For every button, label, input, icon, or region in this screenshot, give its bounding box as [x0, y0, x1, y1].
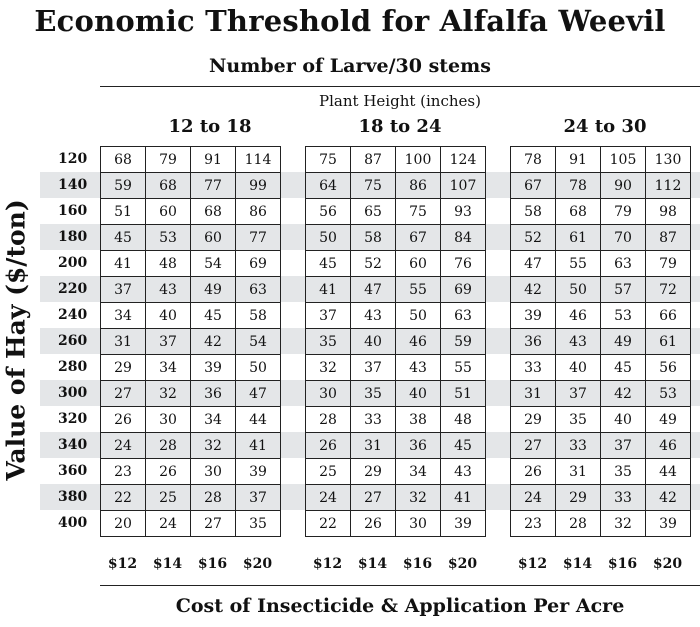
- threshold-cell: 33: [601, 485, 646, 511]
- threshold-cell: 27: [191, 511, 236, 537]
- threshold-cell: 41: [236, 433, 281, 459]
- threshold-cell: 39: [646, 511, 691, 537]
- cost-label: $12: [312, 556, 343, 572]
- threshold-cell: 37: [306, 303, 351, 329]
- threshold-cell: 42: [191, 329, 236, 355]
- threshold-cell: 53: [601, 303, 646, 329]
- threshold-cell: 44: [646, 459, 691, 485]
- threshold-cell: 63: [236, 277, 281, 303]
- threshold-cell: 49: [191, 277, 236, 303]
- threshold-cell: 60: [146, 199, 191, 225]
- table-row: [101, 277, 281, 303]
- threshold-cell: 47: [511, 251, 556, 277]
- threshold-cell: 34: [101, 303, 146, 329]
- table-row: [101, 251, 281, 277]
- threshold-cell: 26: [306, 433, 351, 459]
- threshold-cell: 37: [236, 485, 281, 511]
- threshold-table-18-24: [305, 146, 486, 537]
- table-row: [101, 199, 281, 225]
- row-label-340: 340: [58, 437, 88, 453]
- threshold-cell: 31: [511, 381, 556, 407]
- threshold-cell: 76: [441, 251, 486, 277]
- threshold-cell: 46: [556, 303, 601, 329]
- threshold-table-24-30: [510, 146, 691, 537]
- threshold-cell: 107: [441, 173, 486, 199]
- threshold-cell: 43: [556, 329, 601, 355]
- threshold-cell: 72: [646, 277, 691, 303]
- group-label-18-24: 18 to 24: [358, 116, 442, 137]
- threshold-cell: 75: [306, 147, 351, 173]
- table-row: [306, 329, 486, 355]
- threshold-cell: 34: [191, 407, 236, 433]
- threshold-cell: 77: [236, 225, 281, 251]
- threshold-cell: 48: [441, 407, 486, 433]
- threshold-cell: 42: [646, 485, 691, 511]
- threshold-cell: 43: [351, 303, 396, 329]
- threshold-cell: 30: [306, 381, 351, 407]
- threshold-cell: 50: [306, 225, 351, 251]
- threshold-cell: 30: [396, 511, 441, 537]
- threshold-cell: 54: [236, 329, 281, 355]
- table-row: [306, 485, 486, 511]
- threshold-cell: 33: [556, 433, 601, 459]
- threshold-cell: 43: [441, 459, 486, 485]
- threshold-cell: 37: [101, 277, 146, 303]
- threshold-cell: 29: [511, 407, 556, 433]
- table-row: [306, 251, 486, 277]
- threshold-cell: 59: [101, 173, 146, 199]
- threshold-cell: 43: [146, 277, 191, 303]
- threshold-cell: 124: [441, 147, 486, 173]
- threshold-cell: 130: [646, 147, 691, 173]
- threshold-cell: 75: [396, 199, 441, 225]
- table-row: [306, 303, 486, 329]
- threshold-cell: 25: [146, 485, 191, 511]
- threshold-cell: 39: [441, 511, 486, 537]
- threshold-cell: 55: [441, 355, 486, 381]
- table-row: [511, 381, 691, 407]
- threshold-cell: 70: [601, 225, 646, 251]
- threshold-cell: 45: [306, 251, 351, 277]
- threshold-cell: 53: [146, 225, 191, 251]
- table-row: [306, 459, 486, 485]
- threshold-cell: 30: [146, 407, 191, 433]
- table-row: [306, 433, 486, 459]
- threshold-cell: 23: [101, 459, 146, 485]
- cost-label: $16: [607, 556, 638, 572]
- threshold-cell: 78: [511, 147, 556, 173]
- chart-title: Economic Threshold for Alfalfa Weevil: [34, 4, 666, 38]
- table-row: [101, 459, 281, 485]
- threshold-cell: 32: [146, 381, 191, 407]
- threshold-cell: 43: [396, 355, 441, 381]
- table-row: [101, 511, 281, 537]
- threshold-cell: 42: [511, 277, 556, 303]
- threshold-cell: 22: [306, 511, 351, 537]
- row-label-240: 240: [58, 307, 88, 323]
- threshold-cell: 87: [351, 147, 396, 173]
- table-row: [511, 433, 691, 459]
- threshold-cell: 46: [396, 329, 441, 355]
- threshold-cell: 46: [646, 433, 691, 459]
- table-row: [511, 199, 691, 225]
- threshold-cell: 24: [511, 485, 556, 511]
- threshold-cell: 105: [601, 147, 646, 173]
- row-label-160: 160: [58, 203, 88, 219]
- threshold-cell: 98: [646, 199, 691, 225]
- threshold-cell: 28: [146, 433, 191, 459]
- top-divider: [100, 86, 700, 87]
- threshold-cell: 47: [351, 277, 396, 303]
- threshold-cell: 29: [556, 485, 601, 511]
- group-label-12-18: 12 to 18: [168, 116, 252, 137]
- row-label-120: 120: [58, 151, 88, 167]
- row-label-140: 140: [58, 177, 88, 193]
- threshold-cell: 26: [101, 407, 146, 433]
- table-row: [511, 329, 691, 355]
- table-row: [306, 355, 486, 381]
- threshold-cell: 91: [556, 147, 601, 173]
- threshold-cell: 55: [556, 251, 601, 277]
- threshold-cell: 49: [601, 329, 646, 355]
- threshold-cell: 38: [396, 407, 441, 433]
- threshold-cell: 34: [146, 355, 191, 381]
- threshold-cell: 20: [101, 511, 146, 537]
- threshold-cell: 87: [646, 225, 691, 251]
- row-label-300: 300: [58, 385, 88, 401]
- row-label-280: 280: [58, 359, 88, 375]
- table-row: [511, 485, 691, 511]
- threshold-cell: 54: [191, 251, 236, 277]
- threshold-cell: 67: [511, 173, 556, 199]
- threshold-cell: 36: [191, 381, 236, 407]
- threshold-cell: 58: [236, 303, 281, 329]
- threshold-cell: 28: [556, 511, 601, 537]
- table-row: [101, 329, 281, 355]
- threshold-cell: 45: [441, 433, 486, 459]
- threshold-cell: 50: [396, 303, 441, 329]
- threshold-cell: 37: [601, 433, 646, 459]
- threshold-cell: 86: [396, 173, 441, 199]
- threshold-cell: 45: [191, 303, 236, 329]
- threshold-cell: 78: [556, 173, 601, 199]
- table-row: [101, 433, 281, 459]
- table-row: [511, 459, 691, 485]
- table-row: [511, 355, 691, 381]
- threshold-cell: 35: [306, 329, 351, 355]
- threshold-cell: 32: [601, 511, 646, 537]
- threshold-cell: 33: [511, 355, 556, 381]
- threshold-cell: 56: [306, 199, 351, 225]
- threshold-cell: 44: [236, 407, 281, 433]
- threshold-cell: 29: [351, 459, 396, 485]
- table-row: [306, 511, 486, 537]
- threshold-cell: 50: [556, 277, 601, 303]
- threshold-cell: 90: [601, 173, 646, 199]
- threshold-cell: 50: [236, 355, 281, 381]
- threshold-cell: 35: [556, 407, 601, 433]
- cost-label: $20: [242, 556, 273, 572]
- table-row: [511, 251, 691, 277]
- table-row: [306, 199, 486, 225]
- threshold-cell: 77: [191, 173, 236, 199]
- threshold-cell: 24: [306, 485, 351, 511]
- threshold-cell: 40: [351, 329, 396, 355]
- threshold-cell: 39: [191, 355, 236, 381]
- row-label-260: 260: [58, 333, 88, 349]
- cost-label: $14: [357, 556, 388, 572]
- threshold-cell: 32: [306, 355, 351, 381]
- chart-subtitle: Number of Larve/30 stems: [209, 55, 491, 77]
- threshold-cell: 28: [191, 485, 236, 511]
- threshold-cell: 51: [101, 199, 146, 225]
- threshold-cell: 60: [191, 225, 236, 251]
- table-row: [101, 381, 281, 407]
- threshold-cell: 31: [351, 433, 396, 459]
- threshold-cell: 45: [101, 225, 146, 251]
- threshold-cell: 59: [441, 329, 486, 355]
- table-row: [511, 147, 691, 173]
- row-label-360: 360: [58, 463, 88, 479]
- threshold-cell: 35: [351, 381, 396, 407]
- threshold-cell: 84: [441, 225, 486, 251]
- table-row: [101, 303, 281, 329]
- threshold-cell: 68: [556, 199, 601, 225]
- table-row: [306, 147, 486, 173]
- threshold-cell: 48: [146, 251, 191, 277]
- threshold-cell: 58: [511, 199, 556, 225]
- threshold-cell: 31: [101, 329, 146, 355]
- table-row: [306, 173, 486, 199]
- threshold-cell: 42: [601, 381, 646, 407]
- threshold-cell: 40: [601, 407, 646, 433]
- threshold-cell: 30: [191, 459, 236, 485]
- x-axis-label: Cost of Insecticide & Application Per Acre: [175, 595, 625, 617]
- table-row: [101, 147, 281, 173]
- threshold-cell: 91: [191, 147, 236, 173]
- threshold-cell: 58: [351, 225, 396, 251]
- table-row: [306, 225, 486, 251]
- threshold-cell: 35: [601, 459, 646, 485]
- threshold-cell: 57: [601, 277, 646, 303]
- threshold-cell: 36: [396, 433, 441, 459]
- threshold-cell: 41: [441, 485, 486, 511]
- threshold-cell: 29: [101, 355, 146, 381]
- cost-label: $12: [107, 556, 138, 572]
- threshold-cell: 68: [101, 147, 146, 173]
- row-label-400: 400: [58, 515, 88, 531]
- threshold-cell: 99: [236, 173, 281, 199]
- threshold-cell: 35: [236, 511, 281, 537]
- threshold-cell: 63: [601, 251, 646, 277]
- threshold-cell: 40: [396, 381, 441, 407]
- threshold-cell: 37: [146, 329, 191, 355]
- threshold-cell: 41: [101, 251, 146, 277]
- threshold-cell: 65: [351, 199, 396, 225]
- threshold-cell: 69: [236, 251, 281, 277]
- table-row: [101, 173, 281, 199]
- table-row: [511, 511, 691, 537]
- threshold-cell: 51: [441, 381, 486, 407]
- threshold-cell: 100: [396, 147, 441, 173]
- threshold-cell: 47: [236, 381, 281, 407]
- threshold-cell: 68: [191, 199, 236, 225]
- threshold-cell: 79: [601, 199, 646, 225]
- threshold-cell: 31: [556, 459, 601, 485]
- table-row: [511, 303, 691, 329]
- threshold-cell: 52: [511, 225, 556, 251]
- table-row: [101, 225, 281, 251]
- row-label-180: 180: [58, 229, 88, 245]
- threshold-cell: 37: [556, 381, 601, 407]
- bottom-divider: [100, 585, 700, 586]
- threshold-cell: 32: [396, 485, 441, 511]
- threshold-cell: 26: [511, 459, 556, 485]
- row-label-320: 320: [58, 411, 88, 427]
- table-row: [101, 407, 281, 433]
- threshold-cell: 61: [646, 329, 691, 355]
- threshold-cell: 39: [236, 459, 281, 485]
- threshold-cell: 75: [351, 173, 396, 199]
- cost-label: $14: [562, 556, 593, 572]
- threshold-cell: 33: [351, 407, 396, 433]
- cost-label: $20: [652, 556, 683, 572]
- threshold-cell: 28: [306, 407, 351, 433]
- threshold-cell: 45: [601, 355, 646, 381]
- threshold-cell: 40: [146, 303, 191, 329]
- threshold-cell: 24: [101, 433, 146, 459]
- threshold-cell: 27: [101, 381, 146, 407]
- threshold-cell: 79: [146, 147, 191, 173]
- threshold-cell: 49: [646, 407, 691, 433]
- threshold-cell: 39: [511, 303, 556, 329]
- threshold-cell: 64: [306, 173, 351, 199]
- cost-label: $16: [402, 556, 433, 572]
- table-row: [101, 355, 281, 381]
- cost-label: $16: [197, 556, 228, 572]
- table-row: [306, 381, 486, 407]
- threshold-cell: 27: [351, 485, 396, 511]
- table-row: [101, 485, 281, 511]
- row-label-200: 200: [58, 255, 88, 271]
- threshold-cell: 79: [646, 251, 691, 277]
- threshold-cell: 56: [646, 355, 691, 381]
- threshold-cell: 60: [396, 251, 441, 277]
- threshold-cell: 63: [441, 303, 486, 329]
- row-label-380: 380: [58, 489, 88, 505]
- threshold-cell: 41: [306, 277, 351, 303]
- threshold-cell: 26: [146, 459, 191, 485]
- threshold-cell: 112: [646, 173, 691, 199]
- table-row: [511, 407, 691, 433]
- threshold-cell: 24: [146, 511, 191, 537]
- threshold-cell: 27: [511, 433, 556, 459]
- threshold-cell: 32: [191, 433, 236, 459]
- threshold-cell: 55: [396, 277, 441, 303]
- threshold-cell: 34: [396, 459, 441, 485]
- threshold-cell: 93: [441, 199, 486, 225]
- cost-label: $12: [517, 556, 548, 572]
- threshold-cell: 22: [101, 485, 146, 511]
- threshold-cell: 86: [236, 199, 281, 225]
- table-row: [306, 407, 486, 433]
- table-row: [511, 277, 691, 303]
- threshold-cell: 52: [351, 251, 396, 277]
- threshold-cell: 37: [351, 355, 396, 381]
- plant-height-header: Plant Height (inches): [319, 92, 481, 110]
- threshold-cell: 26: [351, 511, 396, 537]
- threshold-cell: 61: [556, 225, 601, 251]
- cost-label: $20: [447, 556, 478, 572]
- threshold-cell: 23: [511, 511, 556, 537]
- table-row: [511, 225, 691, 251]
- threshold-cell: 36: [511, 329, 556, 355]
- threshold-cell: 66: [646, 303, 691, 329]
- threshold-cell: 69: [441, 277, 486, 303]
- threshold-cell: 40: [556, 355, 601, 381]
- table-row: [306, 277, 486, 303]
- threshold-cell: 53: [646, 381, 691, 407]
- threshold-table-12-18: [100, 146, 281, 537]
- threshold-cell: 114: [236, 147, 281, 173]
- row-label-220: 220: [58, 281, 88, 297]
- threshold-cell: 25: [306, 459, 351, 485]
- group-label-24-30: 24 to 30: [563, 116, 647, 137]
- threshold-cell: 68: [146, 173, 191, 199]
- threshold-cell: 67: [396, 225, 441, 251]
- table-row: [511, 173, 691, 199]
- cost-label: $14: [152, 556, 183, 572]
